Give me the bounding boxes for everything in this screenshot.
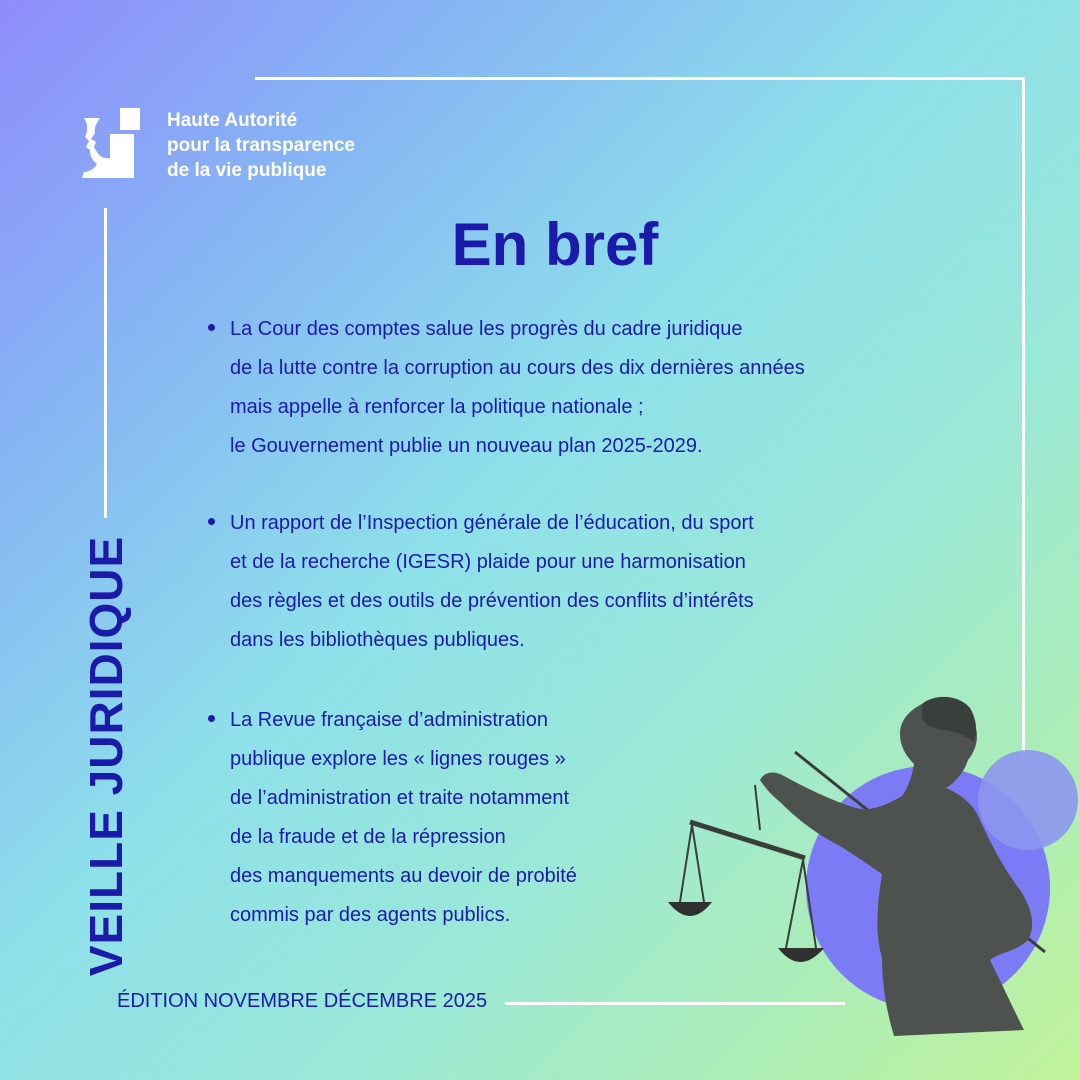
list-item-line: le Gouvernement publie un nouveau plan 2025-2029. [230,435,703,457]
list-item-line: de la fraude et de la répression [230,826,506,848]
list-item-line: mais appelle à renforcer la politique nationale ; [230,396,644,418]
list-item-line: de la lutte contre la corruption au cours des dix dernières années [230,357,805,379]
list-item-line: de l’administration et traite notamment [230,787,570,809]
scale-pan [668,902,712,916]
page-title: En bref [451,211,659,278]
frame-top-line [255,77,1025,80]
list-item-line: publique explore les « lignes rouges » [230,748,566,770]
list-item [208,310,805,466]
side-label: VEILLE JURIDIQUE [80,535,132,977]
organization-name [167,108,355,183]
justice-statue-image [660,690,1080,1050]
list-item-line: La Cour des comptes salue les progrès du cadre juridique [230,318,743,340]
organization-name-line: pour la transparence [167,135,355,156]
scale-pan [778,948,824,962]
frame-right-line [1022,77,1025,757]
organization-name-line: Haute Autorité [167,110,298,131]
list-item-line: des manquements au devoir de probité [230,865,577,887]
list-item-line: des règles et des outils de prévention des conflits d’intérêts [230,590,754,612]
list-item-line: Un rapport de l’Inspection générale de l’éducation, du sport [230,512,754,534]
decorative-circle-small [978,750,1078,850]
list-item-line: La Revue française d’administration [230,709,548,731]
list-item-line: commis par des agents publics. [230,904,511,926]
list-item [208,701,577,935]
list-item [208,504,754,660]
list-item-line: dans les bibliothèques publiques. [230,629,525,651]
list-item-line: et de la recherche (IGESR) plaide pour une harmonisation [230,551,746,573]
edition-label: ÉDITION NOVEMBRE DÉCEMBRE 2025 [117,990,488,1012]
organization-name-line: de la vie publique [167,160,327,181]
hatvp-logo-icon [82,108,144,178]
